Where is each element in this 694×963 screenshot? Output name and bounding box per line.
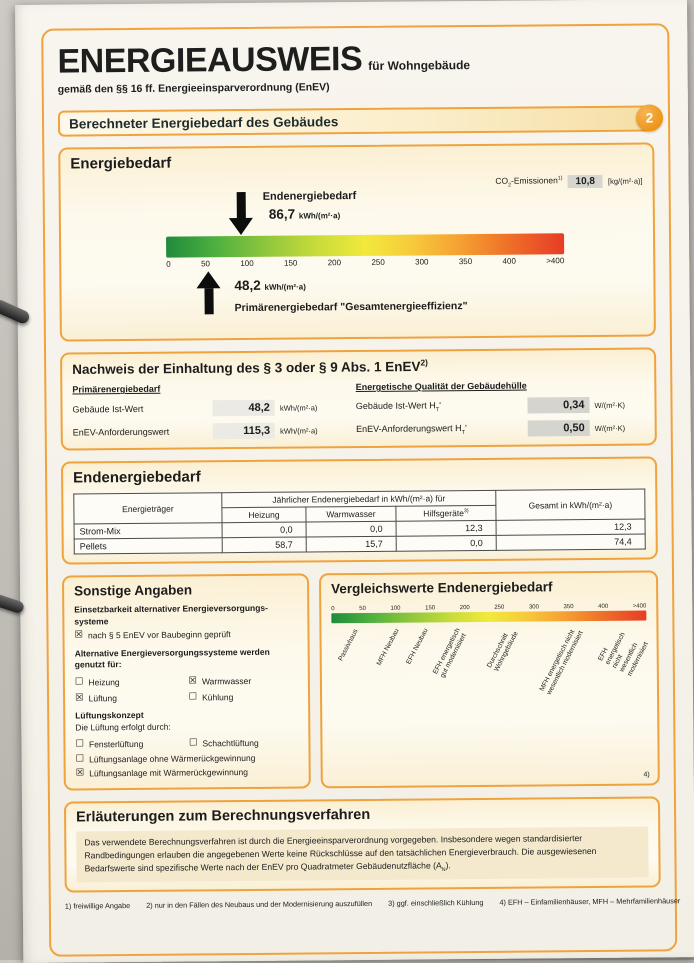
col-header-group: Jährlicher Endenergiebedarf in kWh/(m²·a) für [222, 491, 496, 508]
scale-tick: 250 [371, 257, 385, 267]
check-item: ☒ nach § 5 EnEV vor Baubeginn geprüft [74, 629, 231, 641]
checkbox-unchecked-icon: ☐ [188, 691, 198, 703]
nachweis-title: Nachweis der Einhaltung des § 3 oder § 9 Abs. 1 EnEV$^{2)}$ [72, 357, 428, 377]
section-endenergiebedarf [61, 457, 658, 565]
table-row: Strom-Mix 0,0 0,0 12,3 12,3 [74, 519, 645, 539]
sonstige-content [74, 603, 299, 781]
col-header-heizung: Heizung [222, 507, 306, 523]
vergleichswerte-title: Vergleichswerte Endenergiebedarf [331, 579, 553, 597]
check-item: ☒ Lüftung [75, 692, 118, 704]
table-row: Pellets 58,7 15,7 0,0 74,4 [74, 534, 645, 554]
scale-tick: 50 [359, 606, 366, 613]
scale-tick: 400 [598, 604, 609, 611]
scale-tick: 300 [415, 257, 429, 267]
banner-title: Berechneter Energiebedarf des Gebäudes [68, 113, 339, 132]
checkbox-checked-icon: ☒ [74, 629, 84, 641]
energy-scale-ticks [166, 256, 564, 268]
doc-header [57, 39, 653, 95]
doc-subtitle: gemäß den §§ 16 ff. Energieeinsparverordnung (EnEV) [57, 80, 330, 96]
comparison-label: EFH Neubau [405, 627, 430, 666]
genutzt-heading: Alternative Energieversorgungssysteme werden genutzt für: [74, 646, 270, 670]
check-item: ☐ Kühlung [188, 691, 234, 703]
scale-tick: 0 [166, 259, 171, 269]
checkbox-unchecked-icon: ☐ [188, 737, 198, 749]
checkbox-checked-icon: ☒ [75, 692, 84, 704]
co2-label: $CO_2-Emissionen^{1)}$ [495, 175, 563, 189]
primaerenergie-heading: Primärenergiebedarf [72, 383, 161, 395]
footnote: 4) EFH – Einfamilienhäuser, MFH – Mehrfamilienhäuser [499, 896, 681, 908]
gebaeudehuelle-heading: Energetische Qualität der Gebäudehülle [355, 380, 527, 393]
primary-energy-value: 48,2 kWh/(m²·a) [234, 277, 306, 293]
scale-tick: 350 [458, 256, 473, 266]
comparison-footnote-mark: 4) [643, 771, 650, 779]
doc-title-text: ENERGIEAUSWEIS [57, 39, 363, 81]
scale-tick: 250 [494, 604, 505, 612]
nachweis-content [72, 380, 644, 441]
check-item: ☐ Schachtlüftung [188, 737, 259, 749]
nachweis-row: Gebäude Ist-Wert 48,2 kWh/(m²·a) [72, 399, 330, 417]
checkbox-checked-icon: ☒ [188, 674, 197, 687]
co2-unit: [kg/(m²·a)] [607, 176, 643, 186]
alt-systems-heading: Einsetzbarkeit alternativer Energieversorgungs- systeme [74, 603, 269, 627]
ist-wert-value: 48,2 [213, 400, 275, 417]
section-nachweis [60, 347, 657, 451]
end-energy-label: Endenergiebedarf [262, 189, 357, 203]
lueftung-grid [75, 735, 298, 751]
co2-emissions [495, 174, 642, 188]
section-banner [58, 105, 654, 136]
scale-tick: 100 [390, 605, 401, 612]
check-item: ☒ Lüftungsanlage mit Wärmerückgewinnung [75, 767, 249, 779]
col-header-hilfsgeraete: Hilfsgeräte$^{3)}$ [396, 506, 496, 522]
energy-scale-chart [70, 170, 643, 331]
nachweis-row: EnEV-Anforderungswert $H_T'$ 0,50 W/(m²·K) [356, 420, 645, 439]
gebaeudehuelle-column [356, 380, 645, 439]
scale-tick: 100 [240, 258, 254, 268]
genutzt-grid [75, 672, 298, 705]
footnote: 3) ggf. einschließlich Kühlung [388, 898, 484, 909]
primary-energy-label: Primärenergiebedarf "Gesamtenergieeffizienz" [234, 299, 468, 314]
comparison-label: MFH energetisch nicht wesentlich modernisiert [538, 629, 585, 697]
anforderungswert-value: 115,3 [213, 423, 275, 440]
check-item: ☒ Warmwasser [188, 674, 252, 687]
scale-tick: 350 [563, 604, 574, 611]
nachweis-row: EnEV-Anforderungswert 115,3 kWh/(m²·a) [73, 422, 331, 440]
section-erlaeuterungen [64, 796, 661, 893]
scale-tick: 200 [327, 257, 342, 267]
footnote: 2) nur in den Fällen des Neubaus und der Modernisierung auszufüllen [146, 899, 373, 911]
outer-frame [41, 23, 681, 956]
scale-tick: 300 [528, 604, 539, 611]
endenergie-table [73, 489, 646, 555]
scale-tick: 50 [201, 258, 211, 269]
comparison-label: Durchschnitt Wohngebäude [486, 630, 520, 674]
checkbox-checked-icon: ☒ [75, 767, 85, 779]
erlaeuterungen-title: Erläuterungen zum Berechnungsverfahren [76, 806, 371, 826]
comparison-label: EFH energetisch gut modernisiert [432, 627, 469, 680]
scale-tick: 150 [425, 605, 436, 612]
checkbox-unchecked-icon: ☐ [75, 753, 85, 765]
doc-title-suffix: für Wohngebäude [368, 58, 471, 73]
scale-tick: >400 [632, 603, 647, 610]
footnote: 1) freiwillige Angabe [64, 901, 131, 911]
paper-sheet [15, 0, 694, 963]
nachweis-row: Gebäude Ist-Wert $H_T'$ 0,34 W/(m²·K) [356, 397, 645, 416]
comparison-label: Passivhaus [337, 628, 360, 663]
primary-energy-arrow-up-icon [196, 271, 220, 314]
section-sonstige-angaben [62, 574, 311, 791]
col-header-gesamt: Gesamt in kWh/(m²·a) [496, 489, 645, 520]
lueftung-intro: Die Lüftung erfolgt durch: [75, 721, 171, 733]
section-energiebedarf [58, 142, 656, 341]
checkbox-unchecked-icon: ☐ [75, 738, 85, 750]
lueftungskonzept-heading: Lüftungskonzept [75, 710, 144, 721]
scale-tick: 200 [459, 605, 470, 612]
comparison-label: EFH energetisch nicht wesentlich modernisiert [597, 631, 650, 678]
check-item: ☐ Heizung [74, 675, 120, 688]
comparison-label: MFH Neubau [375, 627, 401, 667]
scale-tick: 400 [502, 256, 516, 266]
energiebedarf-title: Energiebedarf [70, 154, 172, 173]
check-item: ☐ Lüftungsanlage ohne Wärmerückgewinnung [75, 752, 256, 765]
footnotes-row [64, 896, 681, 911]
check-item: ☐ Fensterlüftung [75, 738, 144, 750]
bottom-row [62, 571, 660, 791]
end-energy-value: 86,7 kWh/(m²·a) [268, 206, 341, 222]
col-header-warmwasser: Warmwasser [306, 506, 396, 522]
co2-value: 10,8 [567, 175, 603, 188]
checkbox-unchecked-icon: ☐ [74, 675, 84, 688]
col-header-energietraeger: Energieträger [74, 493, 222, 524]
scale-tick: >400 [546, 255, 565, 266]
ht-ist-value: 0,34 [527, 397, 589, 414]
endenergiebedarf-title: Endenergiebedarf [73, 468, 201, 487]
scale-tick: 0 [331, 606, 335, 613]
scale-tick: 150 [283, 258, 298, 268]
primaerenergie-column [72, 382, 330, 440]
doc-title [57, 39, 653, 80]
page-number-badge: 2 [636, 104, 663, 131]
end-energy-arrow-down-icon [229, 192, 253, 235]
sonstige-title: Sonstige Angaben [74, 582, 193, 599]
section-vergleichswerte [319, 571, 660, 789]
erlaeuterungen-text: Das verwendete Berechnungsverfahren ist durch die Energieeinsparverordnung vorgegeben. Insbesondere wegen standardisierter Randbedingungen erlauben die angegebenen Werte keine Rückschlüsse auf den tatsächlichen Energieverbrauch. Die ausgewiesenen Bedarfswerte sind spezifische Werte nach der EnEV pro Quadratmeter Gebäudenutzfläche $(A_N)$. [76, 826, 648, 882]
energy-scale-bar [166, 233, 564, 257]
comparison-labels [331, 621, 650, 736]
ht-anforderung-value: 0,50 [528, 420, 590, 437]
